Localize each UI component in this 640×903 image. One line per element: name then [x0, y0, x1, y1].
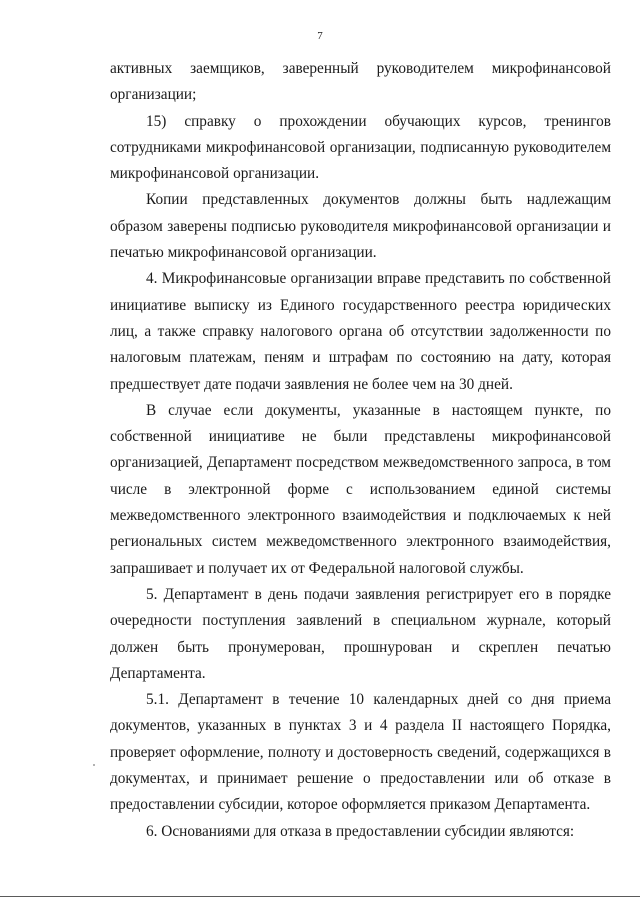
paragraph-continuation: активных заемщиков, заверенный руководителем микрофинансовой организации;: [110, 60, 611, 104]
scan-artifact-dot: [93, 764, 95, 766]
page-number: 7: [317, 30, 323, 42]
document-body: [110, 56, 611, 845]
paragraph-item-15: 15) справку о прохождении обучающих курсов, тренингов сотрудниками микрофинансовой организации, подписанную руководителем микрофинансовой организации.: [110, 112, 611, 183]
paragraph-interagency-request: В случае если документы, указанные в настоящем пункте, по собственной инициативе не были представлены микрофинансовой организацией, Департамент посредством межведомственного запроса, в том числе в электронной форме с использованием единой системы межведомственного электронного взаимодействия и подключаемых к ней региональных систем межведомственного электронного взаимодействия, запрашивает и получает их от Федеральной налоговой службы.: [110, 401, 611, 577]
paragraph-section-6: 6. Основаниями для отказа в предоставлении субсидии являются:: [146, 822, 575, 840]
scan-bottom-edge: [0, 896, 640, 897]
paragraph-section-4: 4. Микрофинансовые организации вправе представить по собственной инициативе выписку из Единого государственного реестра юридических лиц, а также справку налогового органа об отсутствии задолженности по налоговым платежам, пеням и штрафам по состоянию на дату, которая предшествует дате подачи заявления не более чем на 30 дней.: [110, 270, 611, 393]
paragraph-copies: Копии представленных документов должны быть надлежащим образом заверены подписью руководителя микрофинансовой организации и печатью микрофинансовой организации.: [110, 191, 611, 262]
paragraph-section-5-1: 5.1. Департамент в течение 10 календарных дней со дня приема документов, указанных в пунктах 3 и 4 раздела II настоящего Порядка, проверяет оформление, полноту и достоверность сведений, содержащихся в документах, и принимает решение о предоставлении или об отказе в предоставлении субсидии, которое оформляется приказом Департамента.: [110, 691, 611, 814]
paragraph-section-5: 5. Департамент в день подачи заявления регистрирует его в порядке очередности поступления заявлений в специальном журнале, который должен быть пронумерован, прошнурован и скреплен печатью Департамента.: [110, 585, 611, 682]
